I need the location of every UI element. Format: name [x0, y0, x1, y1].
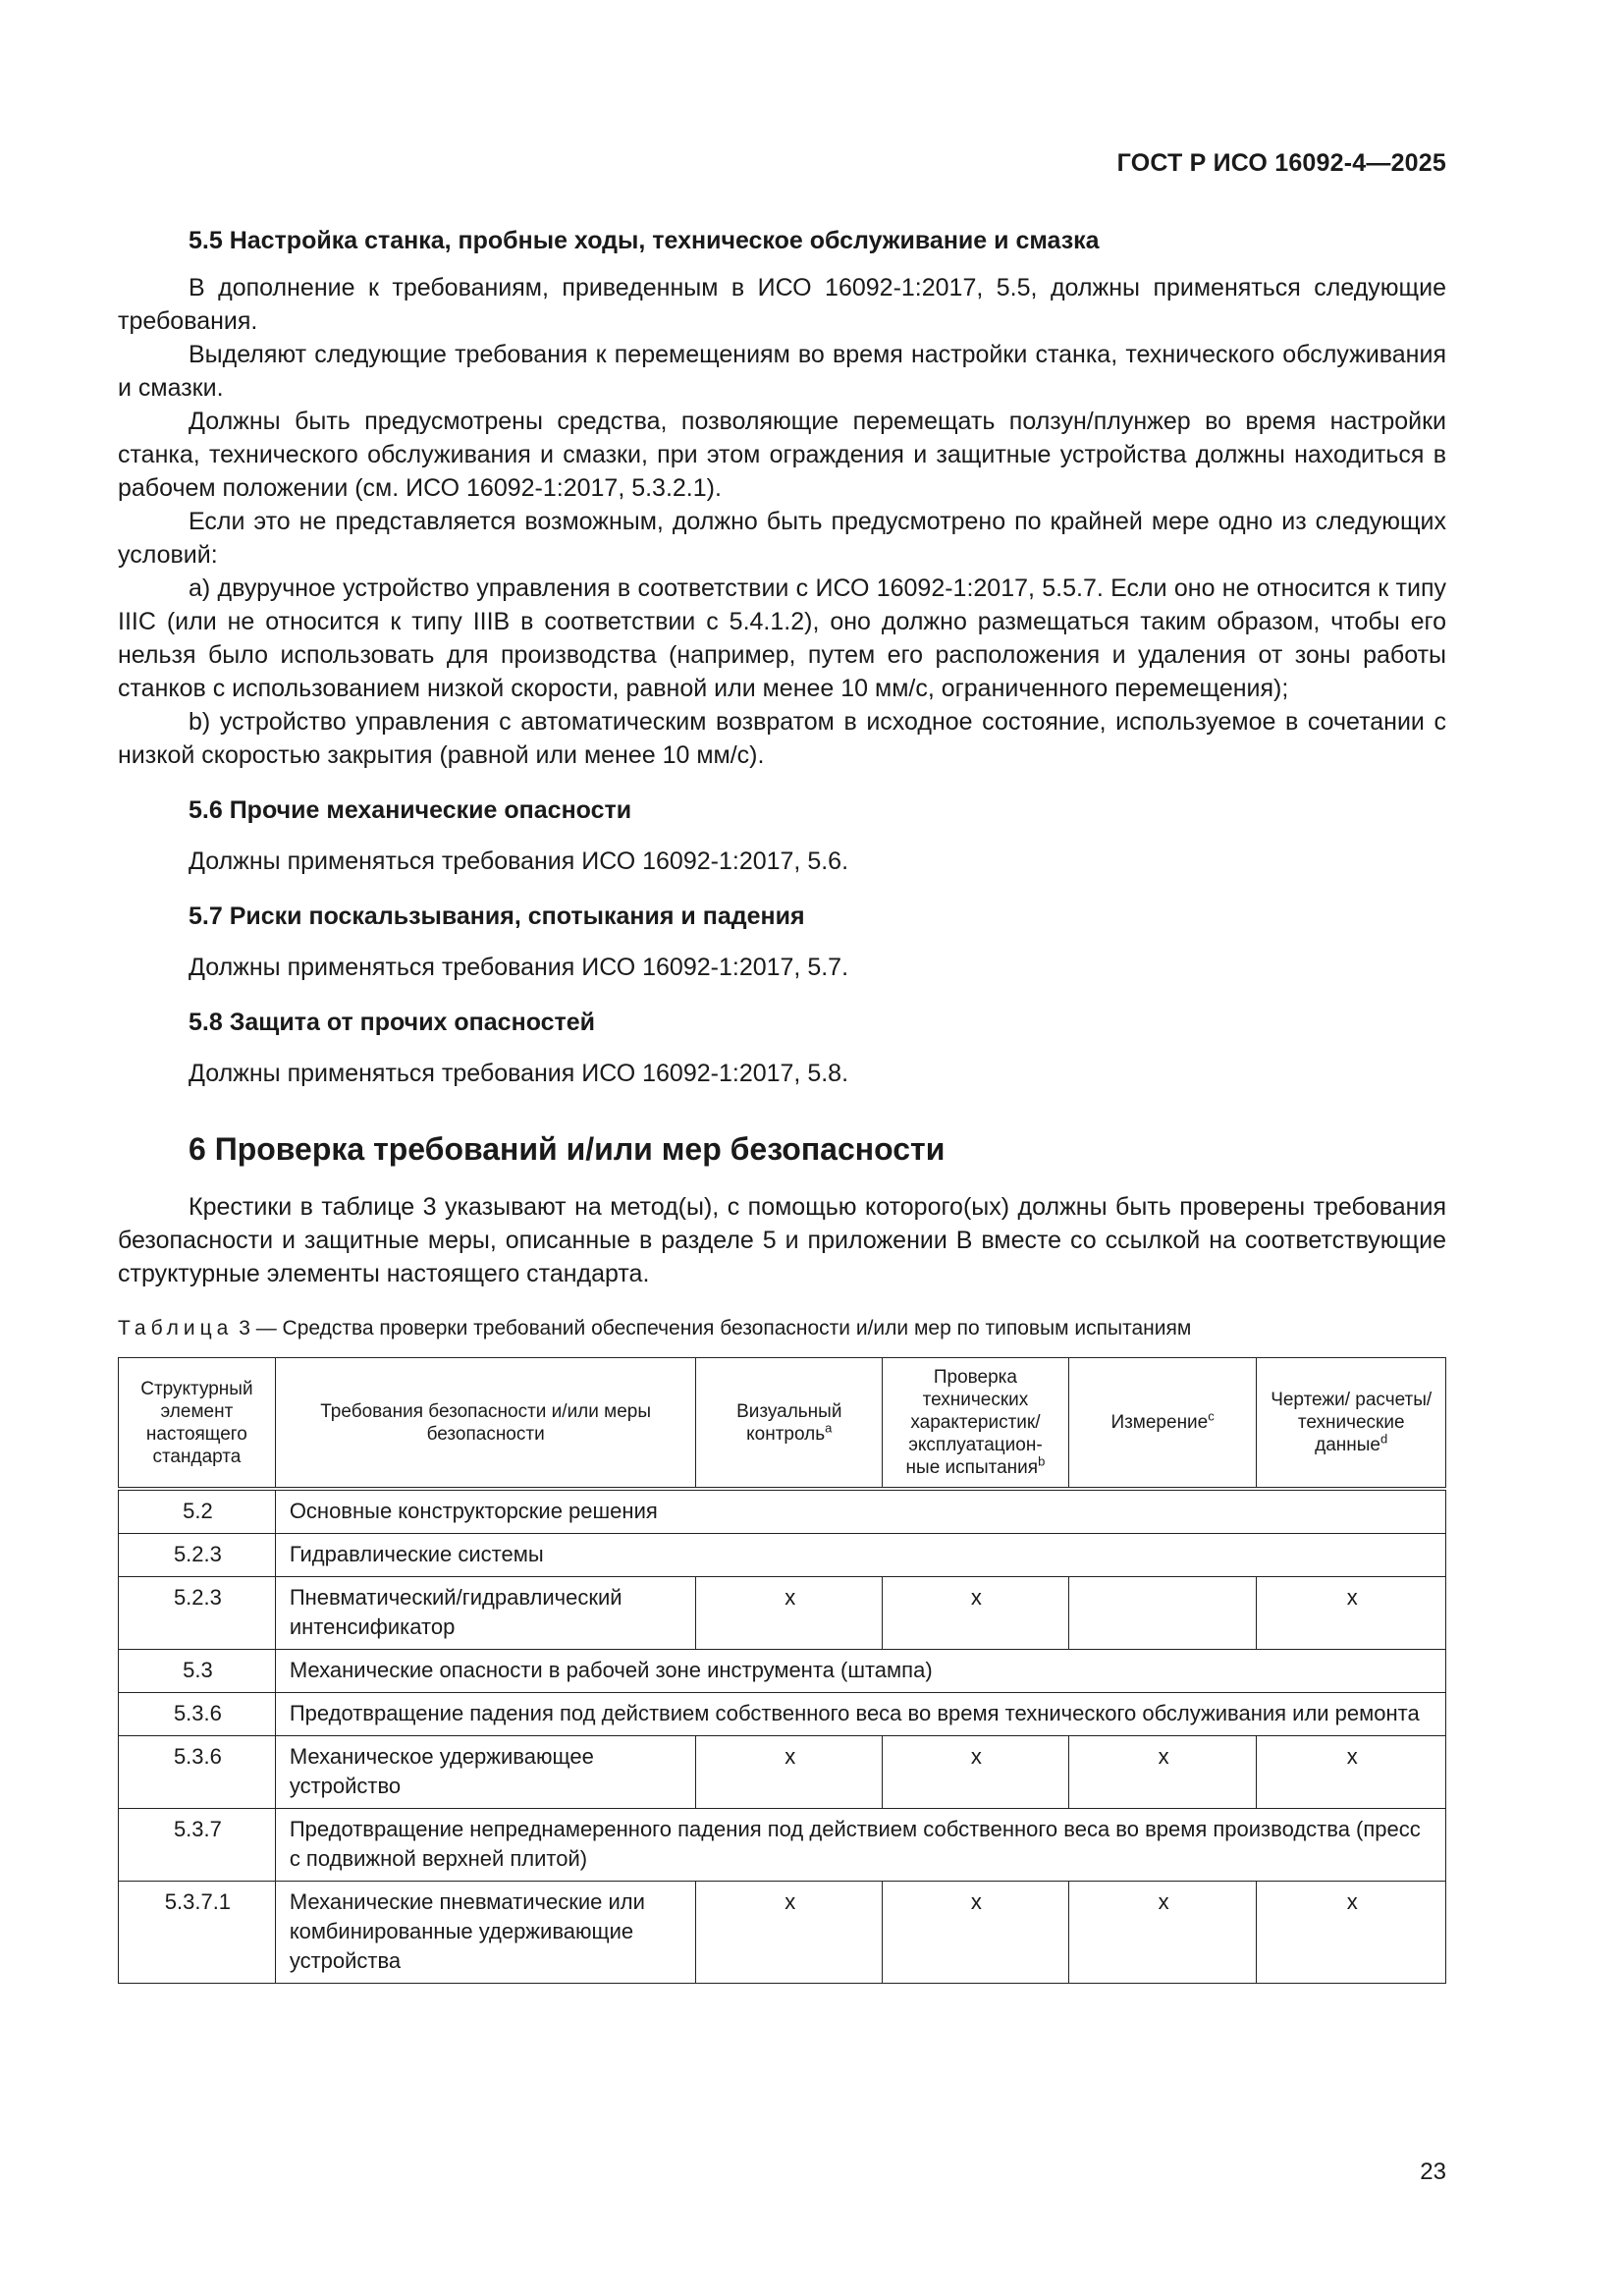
- table-row: [119, 1736, 1446, 1809]
- table-caption-label: Таблица: [118, 1317, 234, 1339]
- row-text: Предотвращение падения под действием собственного веса во время технического обслуживания или ремонта: [275, 1693, 1445, 1736]
- row-code: 5.3.7.1: [119, 1882, 276, 1984]
- section-5-5-paragraph-3: Должны быть предусмотрены средства, позволяющие перемещать ползун/плунжер во время настройки станка, технического обслуживания и смазки, при этом ограждения и защитные устройства должны находиться в рабочем положении (см. ИСО 16092-1:2017, 5.3.2.1).: [118, 408, 1446, 502]
- row-text: Механическое удерживающее устройство: [275, 1736, 696, 1809]
- header-visual: Визуальный контроль$^a$: [696, 1358, 883, 1490]
- footnote-b: b: [1038, 1453, 1046, 1469]
- table-row: [119, 1577, 1446, 1650]
- mark-functional: x: [883, 1882, 1069, 1984]
- header-drawings: Чертежи/ расчеты/ технические данные$^d$: [1257, 1358, 1446, 1490]
- row-text: Механические пневматические или комбинированные удерживающие устройства: [275, 1882, 696, 1984]
- mark-drawings: x: [1257, 1577, 1446, 1650]
- section-5-5-item-b: b) устройство управления с автоматическим возвратом в исходное состояние, используемое в сочетании с низкой скоростью закрытия (равной или менее 10 мм/с).: [118, 708, 1446, 769]
- section-5-7-text: Должны применяться требования ИСО 16092-1:2017, 5.7.: [189, 954, 849, 981]
- section-5-5-paragraph-1: В дополнение к требованиям, приведенным в ИСО 16092-1:2017, 5.5, должны применяться следующие требования.: [118, 274, 1446, 335]
- row-text: Пневматический/гидравлический интенсификатор: [275, 1577, 696, 1650]
- row-code: 5.3.6: [119, 1736, 276, 1809]
- mark-drawings: x: [1257, 1736, 1446, 1809]
- mark-functional: x: [883, 1736, 1069, 1809]
- mark-drawings: x: [1257, 1882, 1446, 1984]
- section-6-title: 6 Проверка требований и/или мер безопасности: [189, 1131, 946, 1167]
- section-5-8-title: 5.8 Защита от прочих опасностей: [189, 1009, 596, 1036]
- table-row: [119, 1809, 1446, 1882]
- section-5-6-title: 5.6 Прочие механические опасности: [189, 796, 632, 824]
- row-code: 5.3: [119, 1650, 276, 1693]
- footnote-c: c: [1208, 1408, 1215, 1424]
- row-code: 5.2.3: [119, 1577, 276, 1650]
- mark-visual: x: [696, 1882, 883, 1984]
- row-code: 5.3.6: [119, 1693, 276, 1736]
- section-5-5-paragraph-2: Выделяют следующие требования к перемещениям во время настройки станка, технического обслуживания и смазки.: [118, 341, 1446, 402]
- header-requirements: Требования безопасности и/или меры безопасности: [275, 1358, 696, 1490]
- table-row: [119, 1534, 1446, 1577]
- table-row: [119, 1650, 1446, 1693]
- row-code: 5.2.3: [119, 1534, 276, 1577]
- section-5-8-text: Должны применяться требования ИСО 16092-1:2017, 5.8.: [189, 1060, 849, 1087]
- table-header-row: [119, 1358, 1446, 1490]
- section-5-6-text: Должны применяться требования ИСО 16092-1:2017, 5.6.: [189, 847, 849, 875]
- table-row: [119, 1693, 1446, 1736]
- mark-visual: x: [696, 1577, 883, 1650]
- mark-measurement: x: [1068, 1736, 1257, 1809]
- mark-measurement: x: [1068, 1882, 1257, 1984]
- row-text: Предотвращение непреднамеренного падения под действием собственного веса во время производства (пресс с подвижной верхней плитой): [275, 1809, 1445, 1882]
- table-row: [119, 1489, 1446, 1534]
- row-code: 5.2: [119, 1489, 276, 1534]
- table-row: [119, 1882, 1446, 1984]
- row-text: Основные конструкторские решения: [275, 1489, 1445, 1534]
- section-6-text: Крестики в таблице 3 указывают на метод(ы), с помощью которого(ых) должны быть проверены требования безопасности и защитные меры, описанные в разделе 5 и приложении В вместе со ссылкой на соответствующие структурные элементы настоящего стандарта.: [118, 1193, 1446, 1287]
- header-element: Структурный элемент настоящего стандарта: [119, 1358, 276, 1490]
- row-text: Гидравлические системы: [275, 1534, 1445, 1577]
- verification-table: [118, 1357, 1446, 1984]
- mark-measurement: [1068, 1577, 1257, 1650]
- table-caption-text: 3 — Средства проверки требований обеспечения безопасности и/или мер по типовым испытаниям: [239, 1317, 1192, 1339]
- document-code-header: ГОСТ Р ИСО 16092-4—2025: [1116, 149, 1446, 177]
- section-5-5-paragraph-4: Если это не представляется возможным, должно быть предусмотрено по крайней мере одно из следующих условий:: [118, 508, 1446, 569]
- mark-visual: x: [696, 1736, 883, 1809]
- section-5-5-item-a: a) двуручное устройство управления в соответствии с ИСО 16092-1:2017, 5.5.7. Если оно не относится к типу IIIC (или не относится к типу IIIB в соответствии с 5.4.1.2), оно должно размещаться таким образом, чтобы его нельзя было использовать для производства (например, путем его расположения и удаления от зоны работы станков с использованием низкой скорости, равной или менее 10 мм/с, ограниченного перемещения);: [118, 574, 1446, 702]
- table-caption: [118, 1314, 1446, 1343]
- mark-functional: x: [883, 1577, 1069, 1650]
- page-number: 23: [1420, 2159, 1446, 2185]
- header-measurement: Измерение$^c$: [1068, 1358, 1257, 1490]
- header-functional: Проверка технических характеристик/ эксплуатацион- ные испытания$^b$: [883, 1358, 1069, 1490]
- section-5-7-title: 5.7 Риски поскальзывания, спотыкания и падения: [189, 902, 805, 930]
- footnote-d: d: [1380, 1431, 1388, 1447]
- section-5-5-title: 5.5 Настройка станка, пробные ходы, техническое обслуживание и смазка: [189, 227, 1100, 254]
- row-text: Механические опасности в рабочей зоне инструмента (штампа): [275, 1650, 1445, 1693]
- footnote-a: a: [825, 1420, 833, 1436]
- row-code: 5.3.7: [119, 1809, 276, 1882]
- page-content: [118, 224, 1446, 1984]
